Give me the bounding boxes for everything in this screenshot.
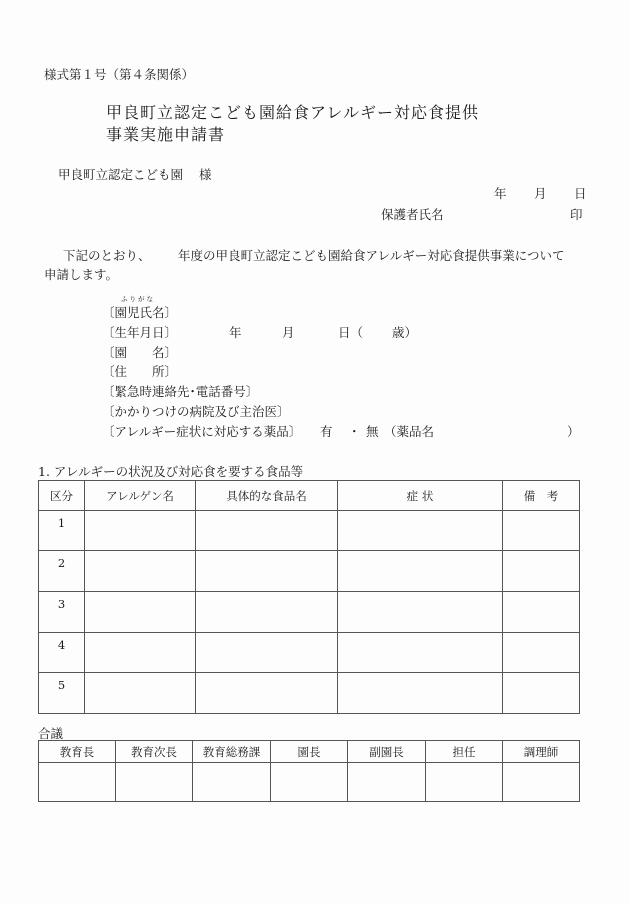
council-section-heading: 合議: [38, 726, 64, 741]
column-header-deputy-superintendent: 教育次長: [116, 741, 193, 763]
medicine-yes-option[interactable]: 有: [320, 424, 333, 439]
allergy-table: [38, 480, 580, 714]
allergy-section-heading: 1. アレルギーの状況及び対応食を要する食品等: [38, 464, 304, 479]
document-title-line2: 事業実施申請書: [106, 125, 226, 144]
remarks-cell[interactable]: [503, 551, 580, 592]
food-name-cell[interactable]: [196, 511, 338, 551]
birth-day-label: 日（: [338, 325, 364, 340]
remarks-cell[interactable]: [503, 592, 580, 633]
allergen-cell[interactable]: [85, 592, 196, 633]
date-month-label: 月: [534, 186, 547, 201]
table-row: [39, 673, 580, 714]
document-title-line1: 甲良町立認定こども園給食アレルギー対応食提供: [106, 103, 479, 122]
symptoms-cell[interactable]: [338, 633, 503, 673]
column-header-remarks: 備 考: [503, 481, 580, 511]
approval-cell[interactable]: [39, 763, 116, 802]
column-header-allergen: アレルゲン名: [85, 481, 196, 511]
row-number: 3: [39, 592, 85, 633]
row-number: 2: [39, 551, 85, 592]
hospital-label: 〔かかりつけの病院及び主治医〕: [102, 404, 290, 419]
allergen-cell[interactable]: [85, 551, 196, 592]
body-text-line1: 年度の甲良町立認定こども園給食アレルギー対応食提供事業について: [178, 248, 565, 263]
medicine-no-option[interactable]: 無: [366, 424, 379, 439]
birth-date-label: 〔生年月日〕: [102, 325, 178, 340]
remarks-cell[interactable]: [503, 673, 580, 714]
allergen-cell[interactable]: [85, 511, 196, 551]
child-name-ruby: ふりがな: [121, 295, 155, 303]
addressee-honorific: 様: [199, 167, 212, 182]
row-number: 5: [39, 673, 85, 714]
column-header-food-name: 具体的な食品名: [196, 481, 338, 511]
child-name-label: 〔園児氏名〕: [102, 305, 178, 320]
body-text-prefix: 下記のとおり、: [63, 248, 151, 263]
table-row: [39, 592, 580, 633]
symptoms-cell[interactable]: [338, 511, 503, 551]
table-row: [39, 551, 580, 592]
food-name-cell[interactable]: [196, 551, 338, 592]
allergen-cell[interactable]: [85, 673, 196, 714]
guardian-name-label: 保護者氏名: [381, 207, 444, 222]
approval-cell[interactable]: [193, 763, 271, 802]
column-header-category: 区分: [39, 481, 85, 511]
school-name-label: 〔園 名〕: [102, 345, 178, 360]
approval-cell[interactable]: [426, 763, 503, 802]
food-name-cell[interactable]: [196, 633, 338, 673]
remarks-cell[interactable]: [503, 511, 580, 551]
medicine-label: 〔アレルギー症状に対応する薬品〕: [102, 424, 302, 439]
date-day-label: 日: [574, 186, 587, 201]
addressee-name: 甲良町立認定こども園: [58, 167, 184, 182]
medicine-name-label: （薬品名: [384, 424, 435, 439]
council-table: [38, 740, 580, 802]
column-header-cook: 調理師: [503, 741, 580, 763]
food-name-cell[interactable]: [196, 673, 338, 714]
form-number: 様式第１号（第４条関係）: [44, 67, 195, 82]
table-row: [39, 511, 580, 551]
date-year-label: 年: [494, 186, 507, 201]
birth-month-label: 月: [282, 325, 295, 340]
column-header-symptoms: 症 状: [338, 481, 503, 511]
emergency-contact-label: 〔緊急時連絡先･電話番号〕: [102, 384, 259, 399]
approval-cell[interactable]: [271, 763, 348, 802]
column-header-education-affairs: 教育総務課: [193, 741, 271, 763]
symptoms-cell[interactable]: [338, 673, 503, 714]
row-number: 1: [39, 511, 85, 551]
guardian-seal: 印: [570, 207, 583, 222]
medicine-name-close: ）: [567, 424, 580, 439]
council-approval-row: [39, 763, 580, 802]
allergy-table-header: [39, 481, 580, 511]
medicine-separator: ・: [348, 424, 361, 439]
council-table-header: [39, 741, 580, 763]
body-text-line2: 申請します。: [44, 267, 119, 282]
approval-cell[interactable]: [116, 763, 193, 802]
allergen-cell[interactable]: [85, 633, 196, 673]
approval-cell[interactable]: [503, 763, 580, 802]
table-row: [39, 633, 580, 673]
column-header-principal: 園長: [271, 741, 348, 763]
row-number: 4: [39, 633, 85, 673]
address-label: 〔住 所〕: [102, 364, 178, 379]
food-name-cell[interactable]: [196, 592, 338, 633]
remarks-cell[interactable]: [503, 633, 580, 673]
symptoms-cell[interactable]: [338, 592, 503, 633]
column-header-superintendent: 教育長: [39, 741, 116, 763]
age-label: 歳）: [392, 325, 418, 340]
column-header-homeroom-teacher: 担任: [426, 741, 503, 763]
birth-year-label: 年: [229, 325, 242, 340]
symptoms-cell[interactable]: [338, 551, 503, 592]
approval-cell[interactable]: [348, 763, 426, 802]
column-header-vice-principal: 副園長: [348, 741, 426, 763]
